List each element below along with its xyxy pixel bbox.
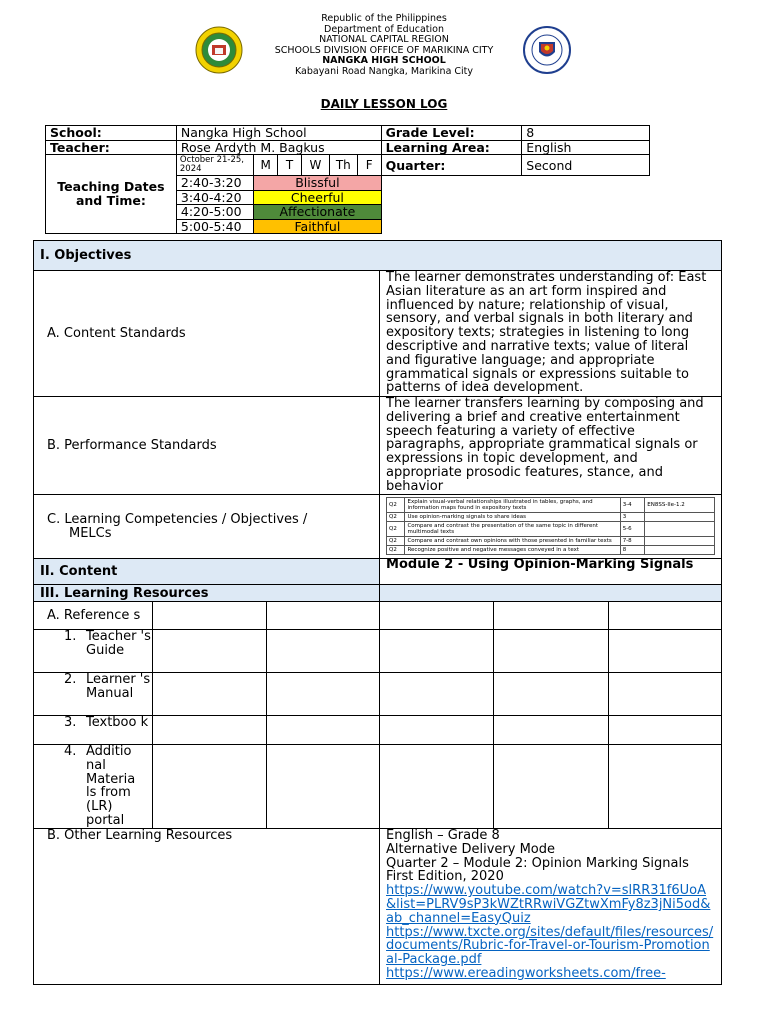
resources-heading: III. Learning Resources xyxy=(34,585,380,602)
area-value: English xyxy=(522,140,650,155)
quarter-label: Quarter: xyxy=(381,155,522,176)
blank-cell xyxy=(153,745,267,829)
performance-standards-label: B. Performance Standards xyxy=(34,397,380,495)
blank-cell xyxy=(608,745,721,829)
header-line-3: NATIONAL CAPITAL REGION xyxy=(319,34,449,46)
teacher-value: Rose Ardyth M. Bagkus xyxy=(176,140,381,155)
blank-cell xyxy=(380,673,494,716)
ref-label: Teacher 's Guide xyxy=(86,629,151,658)
info-table xyxy=(45,125,650,234)
competencies-label-line-1: C. Learning Competencies / Objectives / xyxy=(47,511,308,527)
time-slot-4: 5:00-5:40 xyxy=(176,219,253,234)
blank-cell xyxy=(267,602,380,630)
other-line-1: English – Grade 8 xyxy=(386,828,500,843)
comp-desc: Recognize positive and negative messages conveyed in a text xyxy=(405,546,620,555)
comp-desc: Explain visual-verbal relationships illustrated in tables, graphs, and information maps found in expository texts xyxy=(405,498,620,513)
table-row xyxy=(387,513,715,522)
blank-cell xyxy=(380,630,494,673)
ref-num: 3. xyxy=(64,715,77,730)
ref-num: 4. xyxy=(64,744,77,759)
header-line-1: Republic of the Philippines xyxy=(321,13,447,24)
table-row xyxy=(387,546,715,555)
blank-cell xyxy=(267,745,380,829)
header-line-2: Department of Education xyxy=(324,23,444,35)
comp-desc: Compare and contrast own opinions with those presented in familiar texts xyxy=(405,537,620,546)
other-resources-label: B. Other Learning Resources xyxy=(34,829,380,985)
grade-value: 8 xyxy=(522,126,650,141)
blank-cell xyxy=(153,602,267,630)
school-value: Nangka High School xyxy=(176,126,381,141)
grade-label: Grade Level: xyxy=(381,126,522,141)
references-label: A. Reference s xyxy=(34,602,153,630)
content-value: Module 2 - Using Opinion-Marking Signals xyxy=(380,559,722,585)
blank-cell xyxy=(608,673,721,716)
lesson-table xyxy=(33,240,722,985)
area-label: Learning Area: xyxy=(381,140,522,155)
header-line-6: Kabayani Road Nangka, Marikina City xyxy=(294,65,474,77)
comp-code xyxy=(645,522,715,537)
blank-cell xyxy=(494,673,608,716)
comp-week: 5-6 xyxy=(620,522,645,537)
letterhead xyxy=(0,14,768,78)
blank-cell xyxy=(380,602,494,630)
day-th: Th xyxy=(329,155,357,176)
ref-label: Textboo k xyxy=(86,715,149,730)
blank-cell xyxy=(494,745,608,829)
comp-week: 3-4 xyxy=(620,498,645,513)
objectives-heading: I. Objectives xyxy=(34,241,722,271)
ref-num: 2. xyxy=(64,672,77,687)
ref-teachers-guide xyxy=(34,630,153,673)
day-f: F xyxy=(357,155,381,176)
blank-cell xyxy=(494,630,608,673)
comp-desc: Compare and contrast the presentation of the same topic in different multimodal texts xyxy=(405,522,620,537)
blank-cell xyxy=(494,602,608,630)
blank-cell xyxy=(153,630,267,673)
comp-q: Q2 xyxy=(387,498,405,513)
comp-week: 8 xyxy=(620,546,645,555)
teacher-label: Teacher: xyxy=(46,140,177,155)
time-slot-3: 4:20-5:00 xyxy=(176,205,253,220)
competencies-cell xyxy=(380,495,722,559)
blank-cell xyxy=(380,716,494,745)
comp-code xyxy=(645,537,715,546)
school-label: School: xyxy=(46,126,177,141)
day-t: T xyxy=(278,155,302,176)
ref-label: Learner 's Manual xyxy=(86,672,151,701)
time-slot-1: 2:40-3:20 xyxy=(176,176,253,191)
blank-cell xyxy=(153,673,267,716)
comp-week: 3 xyxy=(620,513,645,522)
other-line-2: Alternative Delivery Mode xyxy=(386,841,555,857)
dates-value: October 21-25, 2024 xyxy=(176,155,253,176)
blank-cell xyxy=(608,602,721,630)
comp-week: 7-8 xyxy=(620,537,645,546)
blank-cell xyxy=(153,716,267,745)
comp-q: Q2 xyxy=(387,513,405,522)
content-standards-label: A. Content Standards xyxy=(34,271,380,397)
comp-q: Q2 xyxy=(387,546,405,555)
blank-cell xyxy=(267,673,380,716)
blank-cell xyxy=(267,630,380,673)
other-resources-text xyxy=(380,829,722,985)
section-blissful: Blissful xyxy=(254,176,381,191)
info-blank xyxy=(381,176,649,234)
quarter-value: Second xyxy=(522,155,650,176)
blank-cell xyxy=(494,716,608,745)
comp-q: Q2 xyxy=(387,522,405,537)
day-w: W xyxy=(301,155,329,176)
performance-standards-text: The learner transfers learning by composing and delivering a brief and creative entertainment speech featuring a variety of effective paragraphs, appropriate grammatical signals or expressions in topic development, and appropriate prosodic features, stance, and behavior xyxy=(380,397,722,495)
ref-textbook xyxy=(34,716,153,745)
table-row xyxy=(387,498,715,513)
dates-label: Teaching Dates and Time: xyxy=(46,155,177,234)
table-row xyxy=(387,537,715,546)
page-title: DAILY LESSON LOG xyxy=(320,97,448,111)
rubric-link[interactable]: https://www.txcte.org/sites/default/files/resources/documents/Rubric-for-Travel-or-Tourism-Promotional-Package.pdf xyxy=(386,924,714,968)
time-slot-2: 3:40-4:20 xyxy=(176,190,253,205)
other-line-4: First Edition, 2020 xyxy=(386,869,504,885)
competencies-label xyxy=(34,495,380,559)
ereading-link[interactable]: https://www.ereadingworksheets.com/free- xyxy=(386,965,666,981)
comp-desc: Use opinion-marking signals to share ideas xyxy=(405,513,620,522)
header-line-4: SCHOOLS DIVISION OFFICE OF MARIKINA CITY xyxy=(274,44,494,56)
header-line-5: NANGKA HIGH SCHOOL xyxy=(322,55,446,67)
youtube-link[interactable]: https://www.youtube.com/watch?v=slRR31f6UoA&list=PLRV9sP3kWZtRRwiVGZtwXmFy8z3jNi5od&ab_channel=EasyQuiz xyxy=(386,883,711,926)
blank-cell xyxy=(267,716,380,745)
other-line-3: Quarter 2 – Module 2: Opinion Marking Signals xyxy=(386,855,689,871)
section-cheerful: Cheerful xyxy=(254,190,381,205)
section-faithful: Faithful xyxy=(254,219,381,234)
section-affectionate: Affectionate xyxy=(254,205,381,220)
table-row xyxy=(387,522,715,537)
ref-additional-materials xyxy=(34,745,153,829)
content-heading: II. Content xyxy=(34,559,380,585)
blank-cell xyxy=(608,630,721,673)
comp-code: EN8SS-IIe-1.2 xyxy=(645,498,715,513)
comp-code xyxy=(645,513,715,522)
resources-heading-blank xyxy=(380,585,722,602)
competencies-table xyxy=(386,497,715,555)
content-standards-text: The learner demonstrates understanding of: East Asian literature as an art form inspired and influenced by nature; relationship of visual, sensory, and verbal signals in both literary and expository texts; strategies in listening to long descriptive and narrative texts; value of literal and figurative language; and appropriate grammatical signals or expressions suitable to patterns of idea development. xyxy=(380,271,722,397)
comp-q: Q2 xyxy=(387,537,405,546)
day-m: M xyxy=(254,155,278,176)
ref-learners-manual xyxy=(34,673,153,716)
ref-label: Additio nal Materia ls from (LR) portal xyxy=(86,744,136,828)
comp-code xyxy=(645,546,715,555)
blank-cell xyxy=(380,745,494,829)
blank-cell xyxy=(608,716,721,745)
ref-num: 1. xyxy=(64,629,77,644)
competencies-label-line-2: MELCs xyxy=(69,525,112,541)
